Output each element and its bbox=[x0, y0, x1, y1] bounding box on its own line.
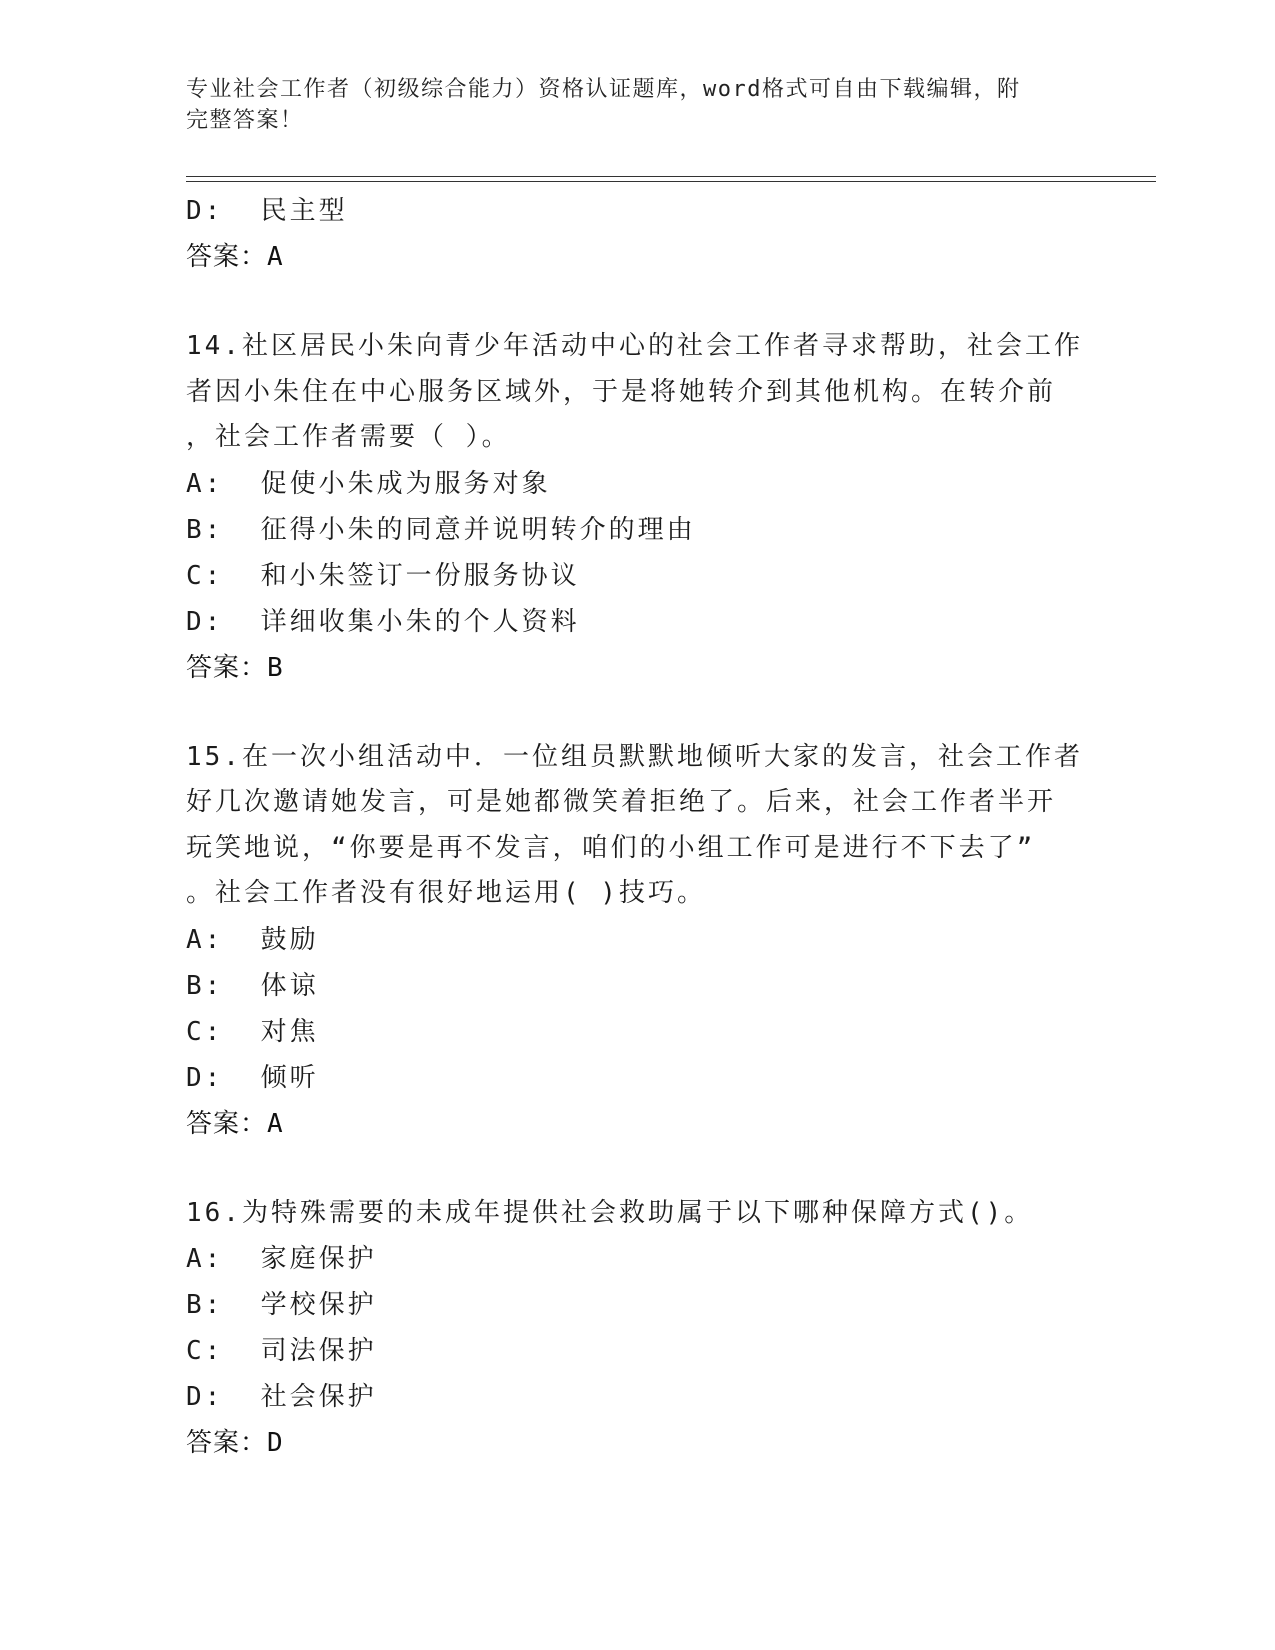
question-stem-line: ，社会工作者需要（ ）。 bbox=[186, 422, 511, 452]
option-b: B: 学校保护 bbox=[186, 1290, 377, 1320]
option-a: A: 促使小朱成为服务对象 bbox=[186, 468, 551, 499]
question-15 bbox=[186, 735, 1086, 1147]
option-d: D: 社会保护 bbox=[186, 1382, 377, 1412]
question-stem-line: 好几次邀请她发言，可是她都微笑着拒绝了。后来，社会工作者半开 bbox=[186, 787, 1057, 817]
question-16 bbox=[186, 1191, 1086, 1467]
page-header bbox=[186, 74, 1066, 136]
question-content bbox=[186, 188, 1086, 1466]
header-divider-top bbox=[186, 176, 1156, 177]
question-stem-line: 16.为特殊需要的未成年提供社会救助属于以下哪种保障方式()。 bbox=[186, 1197, 1034, 1228]
answer: 答案：D bbox=[186, 1428, 284, 1458]
header-line-1: 专业社会工作者（初级综合能力）资格认证题库，word格式可自由下载编辑，附 bbox=[186, 77, 1021, 102]
question-14 bbox=[186, 324, 1086, 691]
header-divider-bottom bbox=[186, 181, 1156, 182]
question-stem-line: 。社会工作者没有很好地运用( )技巧。 bbox=[186, 878, 706, 908]
option-a: A: 鼓励 bbox=[186, 924, 319, 955]
question-stem-line: 者因小朱住在中心服务区域外，于是将她转介到其他机构。在转介前 bbox=[186, 376, 1057, 407]
header-line-2: 完整答案！ bbox=[186, 108, 304, 133]
option-c: C: 司法保护 bbox=[186, 1336, 377, 1366]
prev-question-answer: 答案：A bbox=[186, 242, 284, 272]
option-a: A: 家庭保护 bbox=[186, 1244, 377, 1274]
question-stem-line: 玩笑地说，“你要是再不发言，咱们的小组工作可是进行不下去了” bbox=[186, 832, 1036, 863]
option-d: D: 倾听 bbox=[186, 1062, 319, 1093]
option-b: B: 体谅 bbox=[186, 970, 319, 1001]
question-stem-line: 15.在一次小组活动中．一位组员默默地倾听大家的发言，社会工作者 bbox=[186, 741, 1083, 772]
option-c: C: 对焦 bbox=[186, 1016, 319, 1047]
option-c: C: 和小朱签订一份服务协议 bbox=[186, 560, 580, 591]
question-stem-line: 14.社区居民小朱向青少年活动中心的社会工作者寻求帮助，社会工作 bbox=[186, 331, 1083, 361]
option-d: D: 详细收集小朱的个人资料 bbox=[186, 606, 580, 637]
option-b: B: 征得小朱的同意并说明转介的理由 bbox=[186, 514, 696, 545]
answer: 答案：B bbox=[186, 652, 284, 683]
prev-question-option-d: D: 民主型 bbox=[186, 196, 348, 226]
answer: 答案：A bbox=[186, 1108, 284, 1139]
